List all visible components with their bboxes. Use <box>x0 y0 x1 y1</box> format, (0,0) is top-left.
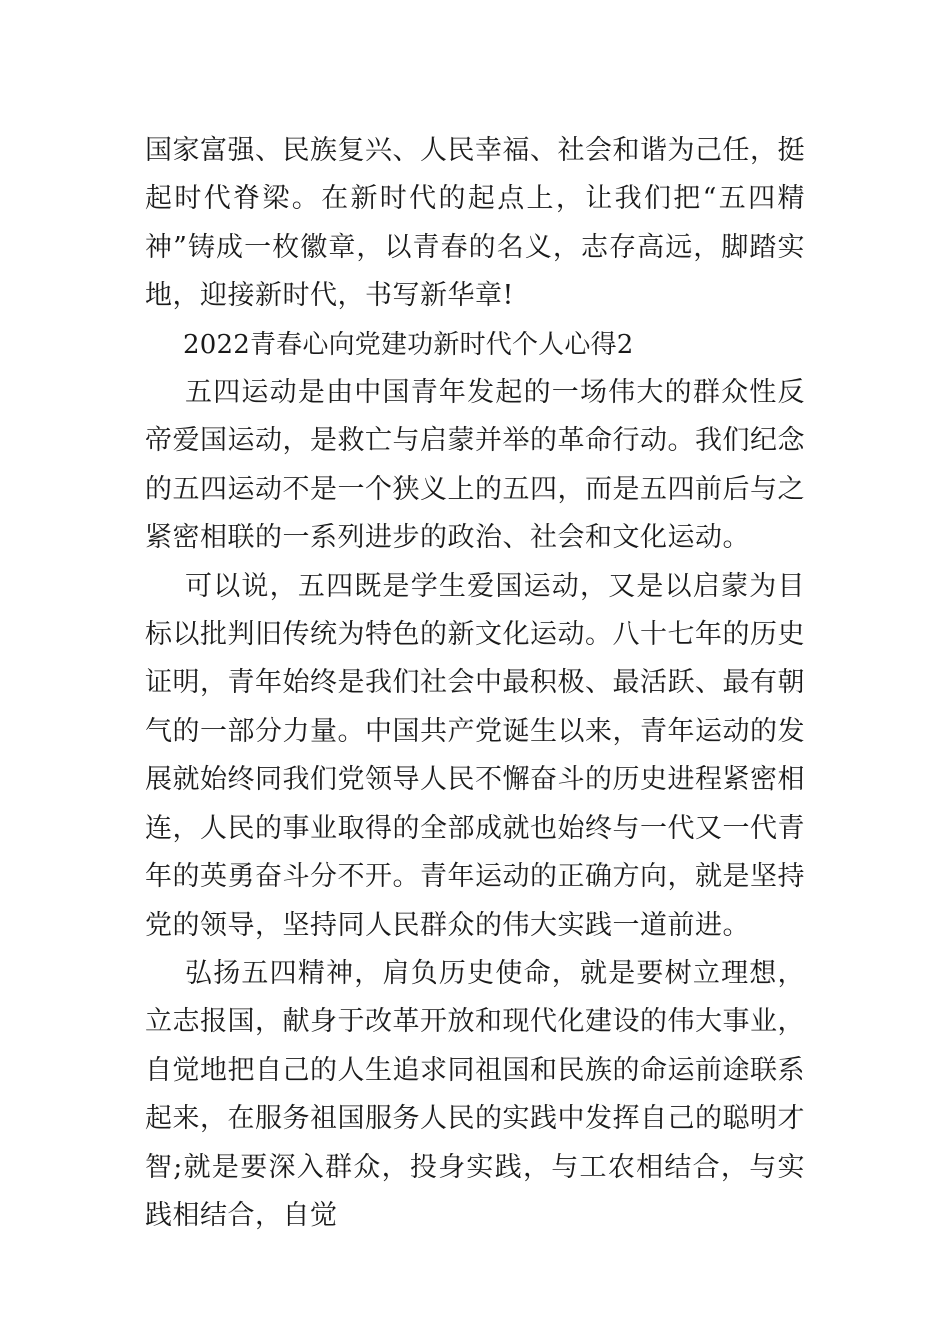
paragraph-continuation: 国家富强、民族复兴、人民幸福、社会和谐为己任，挺起时代脊梁。在新时代的起点上，让我们把“五四精神”铸成一枚徽章，以青春的名义，志存高远，脚踏实地，迎接新时代，书写新华章! <box>145 135 805 312</box>
section-heading: 2022青春心向党建功新时代个人心得2 <box>183 329 634 360</box>
paragraph-may-fourth-movement: 五四运动是由中国青年发起的一场伟大的群众性反帝爱国运动，是救亡与启蒙并举的革命行动。我们纪念的五四运动不是一个狭义上的五四，而是五四前后与之紧密相联的一系列进步的政治、社会和文化运动。 <box>145 377 805 554</box>
paragraph-youth-role: 可以说，五四既是学生爱国运动，又是以启蒙为目标以批判旧传统为特色的新文化运动。八十七年的历史证明，青年始终是我们社会中最积极、最活跃、最有朝气的一部分力量。中国共产党诞生以来，青年运动的发展就始终同我们党领导人民不懈奋斗的历史进程紧密相连，人民的事业取得的全部成就也始终与一代又一代青年的英勇奋斗分不开。青年运动的正确方向，就是坚持党的领导，坚持同人民群众的伟大实践一道前进。 <box>145 570 805 941</box>
paragraph-carry-forward-spirit: 弘扬五四精神，肩负历史使命，就是要树立理想，立志报国，献身于改革开放和现代化建设的伟大事业，自觉地把自己的人生追求同祖国和民族的命运前途联系起来，在服务祖国服务人民的实践中发挥自己的聪明才智;就是要深入群众，投身实践，与工农相结合，与实践相结合，自觉 <box>145 957 805 1231</box>
document-body <box>145 127 805 1240</box>
